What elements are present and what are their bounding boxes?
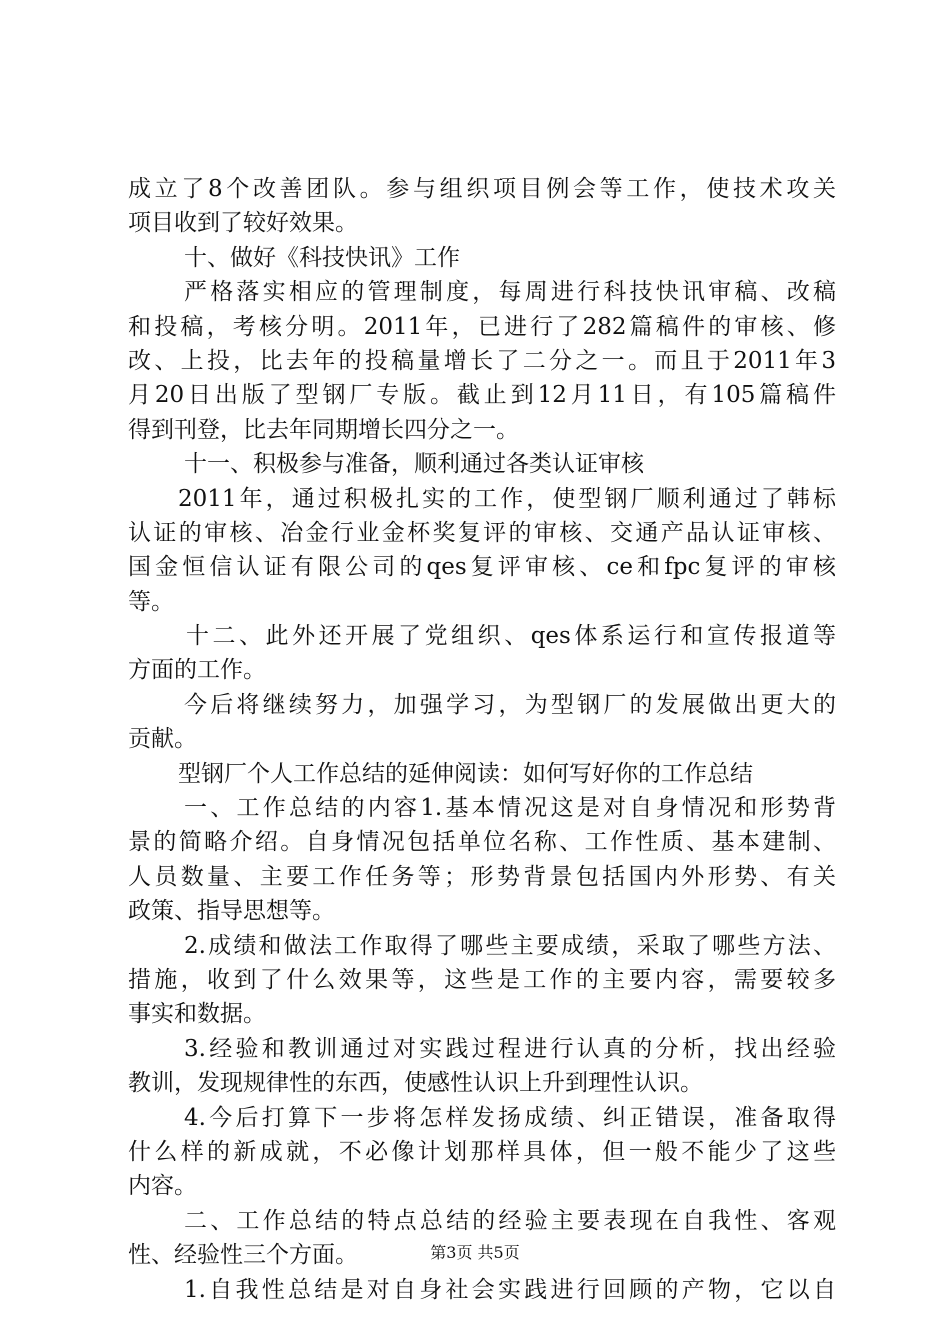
text-line: 教训，发现规律性的东西，使感性认识上升到理性认识。 xyxy=(128,1070,703,1097)
text-line: 政策、指导思想等。 xyxy=(128,898,335,925)
text-line: 改、上投，比去年的投稿量增长了二分之一。而且于2011年3 xyxy=(128,347,836,374)
text-line: 国金恒信认证有限公司的qes复评审核、ce和fpc复评的审核 xyxy=(128,554,836,581)
text-line: 项目收到了较好效果。 xyxy=(128,210,358,237)
text-line: 4.今后打算下一步将怎样发扬成绩、纠正错误，准备取得 xyxy=(184,1104,836,1131)
text-line: 事实和数据。 xyxy=(128,1001,266,1028)
text-line: 性、经验性三个方面。 xyxy=(128,1242,358,1269)
text-line: 二、工作总结的特点总结的经验主要表现在自我性、客观 xyxy=(184,1207,836,1234)
text-line: 成立了8个改善团队。参与组织项目例会等工作，使技术攻关 xyxy=(128,176,836,202)
text-line: 得到刊登，比去年同期增长四分之一。 xyxy=(128,416,519,443)
text-line: 等。 xyxy=(128,588,174,615)
text-line: 和投稿，考核分明。2011年，已进行了282篇稿件的审核、修 xyxy=(128,313,836,340)
text-line: 人员数量、主要工作任务等；形势背景包括国内外形势、有关 xyxy=(128,863,836,890)
document-body xyxy=(128,172,836,1307)
text-line: 认证的审核、冶金行业金杯奖复评的审核、交通产品认证审核、 xyxy=(128,519,836,546)
text-line: 1.自我性总结是对自身社会实践进行回顾的产物，它以自 xyxy=(184,1276,836,1303)
text-line: 十、做好《科技快讯》工作 xyxy=(184,244,460,271)
text-line: 内容。 xyxy=(128,1173,197,1200)
text-line: 方面的工作。 xyxy=(128,657,266,684)
text-line: 贡献。 xyxy=(128,726,197,753)
text-line: 3.经验和教训通过对实践过程进行认真的分析，找出经验 xyxy=(184,1035,836,1062)
text-line: 严格落实相应的管理制度，每周进行科技快讯审稿、改稿 xyxy=(184,279,836,306)
text-line: 景的简略介绍。自身情况包括单位名称、工作性质、基本建制、 xyxy=(128,829,836,856)
text-line: 一、工作总结的内容1.基本情况这是对自身情况和形势背 xyxy=(184,795,836,822)
page-footer: 第3页 共5页 xyxy=(430,1243,520,1262)
text-line: 2.成绩和做法工作取得了哪些主要成绩，采取了哪些方法、 xyxy=(184,932,836,959)
text-line: 措施，收到了什么效果等，这些是工作的主要内容，需要较多 xyxy=(128,966,836,993)
text-line: 十二、此外还开展了党组织、qes体系运行和宣传报道等 xyxy=(186,623,836,650)
text-line: 什么样的新成就，不必像计划那样具体，但一般不能少了这些 xyxy=(128,1138,836,1165)
text-line: 十一、积极参与准备，顺利通过各类认证审核 xyxy=(184,451,644,478)
text-line: 2011年，通过积极扎实的工作，使型钢厂顺利通过了韩标 xyxy=(178,485,836,512)
text-line: 型钢厂个人工作总结的延伸阅读：如何写好你的工作总结 xyxy=(178,760,753,787)
text-line: 月20日出版了型钢厂专版。截止到12月11日，有105篇稿件 xyxy=(128,382,836,409)
text-line: 今后将继续努力，加强学习，为型钢厂的发展做出更大的 xyxy=(184,691,836,718)
